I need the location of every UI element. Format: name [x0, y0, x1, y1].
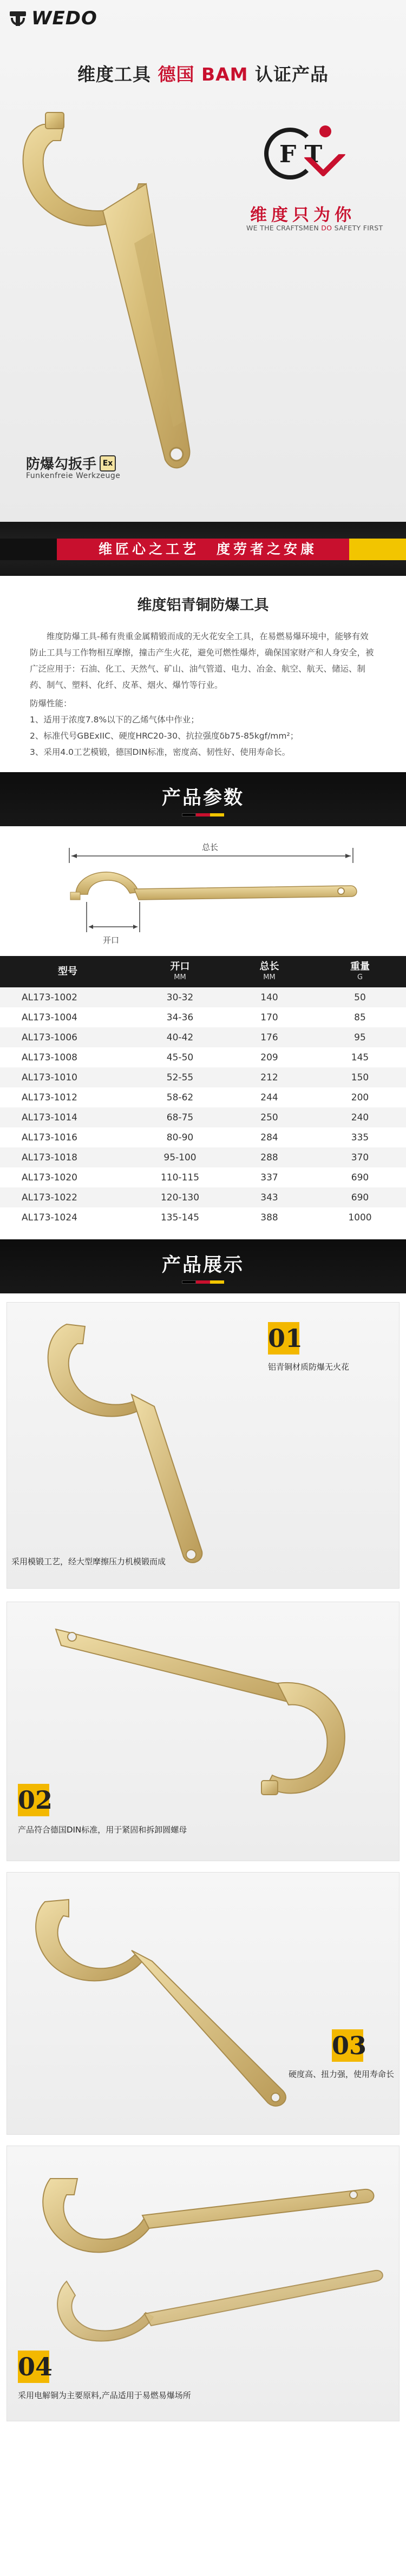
- cell-opening: 52-55: [135, 1067, 225, 1087]
- panel-badge: 04: [18, 2351, 49, 2383]
- table-row: [0, 987, 406, 1007]
- top-bar: [0, 0, 406, 32]
- slogan-part-1: 维度工具: [77, 64, 151, 85]
- flag-color-band: [0, 539, 406, 560]
- cell-opening: 95-100: [135, 1147, 225, 1167]
- cell-weight: 690: [314, 1187, 406, 1207]
- dimension-total-label: 总长: [202, 842, 219, 852]
- cell-opening: 40-42: [135, 1027, 225, 1047]
- display-header: [0, 1239, 406, 1293]
- display-card: [6, 1602, 400, 1861]
- cell-model: AL173-1018: [0, 1147, 135, 1167]
- craft-slogan-left: 维匠心之工艺: [99, 541, 200, 557]
- cell-length: 288: [225, 1147, 314, 1167]
- table-row: [0, 1147, 406, 1167]
- cert-slogan-en: [246, 224, 383, 232]
- cell-weight: 1000: [314, 1207, 406, 1227]
- hammer-logo-icon: [9, 10, 27, 26]
- panel-badge: 02: [18, 1784, 49, 1816]
- worker-figure-icon: [307, 125, 342, 185]
- cell-weight: 95: [314, 1027, 406, 1047]
- hook-wrench-photo: [40, 1613, 375, 1818]
- cell-length: 250: [225, 1107, 314, 1127]
- display-title: 产品展示: [161, 1254, 244, 1276]
- cell-model: AL173-1010: [0, 1067, 135, 1087]
- header-length: 总长 MM: [225, 956, 314, 987]
- panel-badge: 03: [332, 2029, 363, 2062]
- table-row: [0, 1007, 406, 1027]
- cell-weight: 240: [314, 1107, 406, 1127]
- table-row: [0, 1167, 406, 1187]
- table-row: [0, 1047, 406, 1067]
- hook-wrench-photo: [29, 2157, 386, 2352]
- performance-point: 2、标准代号GBExIIC、硬度HRC20-30、抗拉强度δb75-85kgf/mm²；: [30, 731, 299, 741]
- panel-caption: 铝青铜材质防爆无火花: [268, 1362, 350, 1372]
- cell-length: 176: [225, 1027, 314, 1047]
- cell-model: AL173-1014: [0, 1107, 135, 1127]
- table-row: [0, 1187, 406, 1207]
- cell-model: AL173-1004: [0, 1007, 135, 1027]
- cell-length: 140: [225, 987, 314, 1007]
- cell-opening: 80-90: [135, 1127, 225, 1147]
- cell-weight: 690: [314, 1167, 406, 1187]
- display-card: [6, 1872, 400, 2135]
- performance-list: [30, 712, 376, 760]
- specs-header: [0, 772, 406, 826]
- hero-hook-wrench-image: [11, 103, 249, 492]
- cell-model: AL173-1012: [0, 1087, 135, 1107]
- performance-label: 防爆性能：: [30, 699, 72, 708]
- cell-model: AL173-1020: [0, 1167, 135, 1187]
- panel-badge: 01: [268, 1322, 299, 1355]
- cert-en-a: WE THE CRAFTSMEN: [246, 224, 319, 232]
- slogan-red-part: 德国 BAM: [158, 64, 248, 85]
- cell-length: 212: [225, 1067, 314, 1087]
- cell-weight: 85: [314, 1007, 406, 1027]
- table-row: [0, 1087, 406, 1107]
- specs-title: 产品参数: [161, 787, 244, 809]
- cell-opening: 135-145: [135, 1207, 225, 1227]
- cert-en-c: SAFETY FIRST: [334, 224, 383, 232]
- cert-slogan-cn: 维度只为你: [250, 205, 356, 225]
- cell-opening: 58-62: [135, 1087, 225, 1107]
- cell-length: 284: [225, 1127, 314, 1147]
- cell-model: AL173-1022: [0, 1187, 135, 1207]
- intro-paragraph: 维度防爆工具-稀有贵重金属精锻而成的无火花安全工具，在易燃易爆环境中，能够有效防止工具与工作物相互摩擦，撞击产生火花，避免可燃性爆炸，确保国家财产和人身安全，被广泛应用于：石油、化工、天然气、矿山、油气管道、电力、冶金、航空、航天、储运、制药、制气、塑料、化纤、皮革、烟火、爆竹等行业。: [30, 632, 374, 690]
- cell-model: AL173-1008: [0, 1047, 135, 1067]
- display-card: [6, 1302, 400, 1589]
- display-panel-3: [0, 1870, 406, 2143]
- slogan-part-2: 认证产品: [255, 64, 329, 85]
- cell-model: AL173-1024: [0, 1207, 135, 1227]
- header-weight: 重量 G: [314, 956, 406, 987]
- cell-length: 170: [225, 1007, 314, 1027]
- table-header-row: [0, 956, 406, 987]
- panel-caption: 硬度高、扭力强，使用寿命长: [289, 2069, 395, 2079]
- panel-caption: 采用电解铜为主要原料,产品适用于易燃易爆场所: [18, 2391, 191, 2400]
- flag-bars: [182, 1280, 224, 1284]
- table-row: [0, 1207, 406, 1227]
- hero-section: [0, 0, 406, 522]
- cell-opening: 45-50: [135, 1047, 225, 1067]
- header-opening: 开口 MM: [135, 956, 225, 987]
- cell-length: 343: [225, 1187, 314, 1207]
- performance-point: 3、采用4.0工艺模锻，德国DIN标准，密度高、韧性好、使用寿命长。: [30, 747, 291, 757]
- cell-model: AL173-1006: [0, 1027, 135, 1047]
- ex-mark-icon: Ex: [100, 455, 116, 472]
- cert-en-b: DO: [321, 224, 332, 232]
- cell-weight: 200: [314, 1087, 406, 1107]
- cell-length: 244: [225, 1087, 314, 1107]
- cell-model: AL173-1002: [0, 987, 135, 1007]
- craft-banner: [0, 522, 406, 576]
- table-row: [0, 1127, 406, 1147]
- table-row: [0, 1067, 406, 1087]
- cell-length: 209: [225, 1047, 314, 1067]
- performance-point: 1、适用于浓度7.8%以下的乙烯气体中作业；: [30, 715, 199, 725]
- panel-caption: 产品符合德国DIN标准，用于紧固和拆卸圆螺母: [18, 1825, 187, 1835]
- cell-weight: 150: [314, 1067, 406, 1087]
- brand-name: WEDO: [31, 8, 97, 29]
- display-panel-4: [0, 2143, 406, 2425]
- cell-weight: 50: [314, 987, 406, 1007]
- cell-length: 337: [225, 1167, 314, 1187]
- dimension-open-label: 开口: [103, 935, 120, 945]
- product-tag-subtitle: Funkenfreie Werkzeuge: [26, 472, 121, 480]
- cell-opening: 34-36: [135, 1007, 225, 1027]
- cell-weight: 145: [314, 1047, 406, 1067]
- dimension-diagram: [0, 826, 406, 956]
- cell-weight: 335: [314, 1127, 406, 1147]
- flag-bars: [182, 813, 224, 816]
- cert-letters: F T: [279, 141, 323, 168]
- product-tag: [26, 453, 116, 473]
- cell-opening: 110-115: [135, 1167, 225, 1187]
- cell-length: 388: [225, 1207, 314, 1227]
- table-row: [0, 1027, 406, 1047]
- intro-section: [0, 576, 406, 772]
- cell-opening: 120-130: [135, 1187, 225, 1207]
- spec-table: [0, 956, 406, 1227]
- panel-caption: 采用模锻工艺，经大型摩擦压力机模锻而成: [11, 1557, 166, 1566]
- hero-slogan: [0, 61, 406, 86]
- table-row: [0, 1107, 406, 1127]
- hook-wrench-photo: [23, 1885, 305, 2118]
- product-tag-title: 防爆勾扳手: [26, 456, 97, 473]
- certification-logo: [254, 124, 325, 189]
- cell-opening: 30-32: [135, 987, 225, 1007]
- cell-opening: 68-75: [135, 1107, 225, 1127]
- craft-slogan-right: 度劳者之安康: [217, 541, 318, 557]
- intro-title: 维度铝青铜防爆工具: [137, 597, 269, 614]
- display-panel-1: [0, 1293, 406, 1599]
- cell-model: AL173-1016: [0, 1127, 135, 1147]
- display-panel-2: [0, 1599, 406, 1870]
- cell-weight: 370: [314, 1147, 406, 1167]
- hook-wrench-photo: [29, 1313, 256, 1568]
- header-model: 型号: [0, 956, 135, 987]
- display-card: [6, 2146, 400, 2421]
- brand-logo[interactable]: [9, 8, 97, 29]
